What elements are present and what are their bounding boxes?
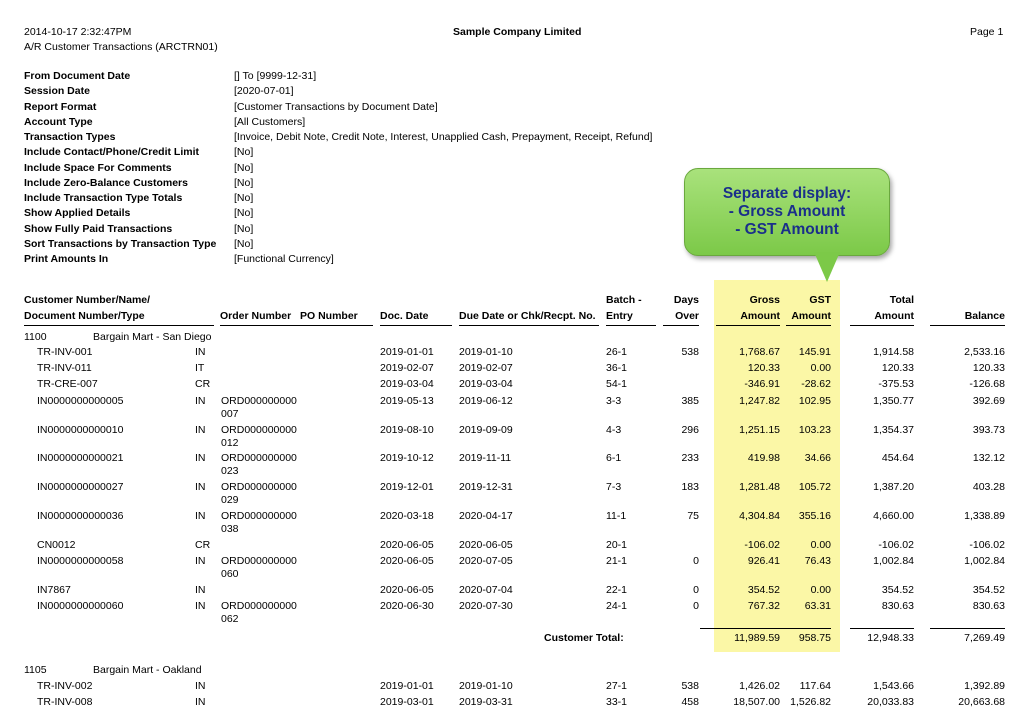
callout-bubble xyxy=(684,168,890,256)
gross-amount: 1,426.02 xyxy=(739,680,780,692)
due-date: 2019-09-09 xyxy=(459,424,513,436)
customer-total-balance: 7,269.49 xyxy=(964,632,1005,644)
col-gross-line1: Gross xyxy=(749,294,780,306)
col-customer-line1: Customer Number/Name/ xyxy=(24,294,151,306)
balance-amount: 1,338.89 xyxy=(964,510,1005,522)
document-type: IN xyxy=(195,600,206,612)
customer-number: 1105 xyxy=(24,664,47,676)
gross-amount: -346.91 xyxy=(744,378,780,390)
col-total-line1: Total xyxy=(889,294,914,306)
header-rule xyxy=(380,325,452,326)
total-amount: 1,350.77 xyxy=(873,395,914,407)
document-number: TR-CRE-007 xyxy=(37,378,98,390)
criteria-value: [No] xyxy=(234,207,254,220)
due-date: 2019-01-10 xyxy=(459,680,513,692)
batch-entry: 11-1 xyxy=(606,510,627,522)
document-number: IN0000000000036 xyxy=(37,510,124,522)
criteria-label: Include Space For Comments xyxy=(24,161,172,174)
doc-date: 2020-06-30 xyxy=(380,600,434,612)
gst-amount: 117.64 xyxy=(799,680,831,692)
balance-amount: 393.73 xyxy=(972,424,1005,436)
due-date: 2020-07-05 xyxy=(459,555,513,567)
document-type: IN xyxy=(195,696,206,708)
doc-date: 2019-03-04 xyxy=(380,378,434,390)
gross-amount: 419.98 xyxy=(747,452,780,464)
criteria-value: [2020-07-01] xyxy=(234,85,294,98)
gst-amount: 34.66 xyxy=(804,452,831,464)
total-amount: 120.33 xyxy=(881,362,914,374)
days-over: 538 xyxy=(681,680,699,692)
gst-amount: 0.00 xyxy=(810,539,831,551)
header-rule xyxy=(24,325,214,326)
total-rule xyxy=(700,628,831,629)
criteria-value: [No] xyxy=(234,237,254,250)
days-over: 0 xyxy=(693,584,699,596)
document-type: IN xyxy=(195,584,206,596)
batch-entry: 3-3 xyxy=(606,395,622,407)
criteria-value: [] To [9999-12-31] xyxy=(234,70,317,82)
days-over: 296 xyxy=(681,424,699,436)
criteria-value: [No] xyxy=(234,161,254,174)
order-number-continued: 038 xyxy=(221,523,239,535)
criteria-value: [No] xyxy=(234,222,254,235)
header-rule xyxy=(459,325,599,326)
criteria-label: Transaction Types xyxy=(24,131,116,143)
criteria-label: Show Fully Paid Transactions xyxy=(24,222,173,235)
batch-entry: 4-3 xyxy=(606,424,622,436)
col-batch-line1: Batch - xyxy=(606,294,642,306)
criteria-label: Include Transaction Type Totals xyxy=(24,192,183,204)
order-number-continued: 007 xyxy=(221,408,239,420)
customer-name: Bargain Mart - Oakland xyxy=(93,664,202,676)
criteria-label: Session Date xyxy=(24,85,90,98)
batch-entry: 33-1 xyxy=(606,696,628,708)
col-gst-line1: GST xyxy=(809,294,831,306)
total-amount: -106.02 xyxy=(878,539,914,551)
company-name: Sample Company Limited xyxy=(453,26,582,38)
days-over: 385 xyxy=(681,395,699,407)
doc-date: 2020-06-05 xyxy=(380,539,434,551)
criteria-value: [All Customers] xyxy=(234,115,306,128)
total-amount: 454.64 xyxy=(881,452,914,464)
criteria-label: Include Contact/Phone/Credit Limit xyxy=(24,146,200,159)
total-amount: -375.53 xyxy=(878,378,914,390)
callout-line-2: - Gross Amount xyxy=(728,203,846,220)
gst-amount: 63.31 xyxy=(804,600,831,612)
table-row xyxy=(0,452,1015,482)
criteria-value: [No] xyxy=(234,192,254,204)
customer-name: Bargain Mart - San Diego xyxy=(93,331,212,343)
due-date: 2019-02-07 xyxy=(459,362,513,374)
total-rule xyxy=(850,628,914,629)
order-number-continued: 029 xyxy=(221,494,239,506)
due-date: 2019-11-11 xyxy=(459,452,512,464)
document-type: IT xyxy=(195,362,205,374)
balance-amount: 120.33 xyxy=(972,362,1005,374)
doc-date: 2019-12-01 xyxy=(380,481,434,493)
order-number-continued: 062 xyxy=(221,613,239,625)
days-over: 538 xyxy=(681,346,699,358)
gst-amount: -28.62 xyxy=(801,378,831,390)
days-over: 183 xyxy=(681,481,699,493)
document-number: IN0000000000058 xyxy=(37,555,124,567)
col-gst-line2: Amount xyxy=(791,310,831,322)
balance-amount: 132.12 xyxy=(972,452,1005,464)
report-timestamp: 2014-10-17 2:32:47PM xyxy=(24,26,132,38)
order-number: ORD000000000 xyxy=(221,600,297,612)
customer-total-amount: 12,948.33 xyxy=(867,632,914,644)
table-row xyxy=(0,600,1015,630)
gross-amount: 354.52 xyxy=(747,584,780,596)
col-batch-line2: Entry xyxy=(606,310,633,322)
criteria-value: [No] xyxy=(234,176,254,189)
document-type: IN xyxy=(195,555,206,567)
batch-entry: 22-1 xyxy=(606,584,628,596)
balance-amount: 354.52 xyxy=(972,584,1005,596)
criteria-label: Sort Transactions by Transaction Type xyxy=(24,237,217,250)
document-type: IN xyxy=(195,452,206,464)
balance-amount: 1,002.84 xyxy=(964,555,1005,567)
total-amount: 1,002.84 xyxy=(873,555,914,567)
days-over: 233 xyxy=(681,452,699,464)
table-row xyxy=(0,696,1015,726)
gst-amount: 355.16 xyxy=(798,510,831,522)
document-number: IN7867 xyxy=(37,584,71,596)
callout-line-1: Separate display: xyxy=(722,185,852,202)
batch-entry: 36-1 xyxy=(606,362,628,374)
total-amount: 4,660.00 xyxy=(873,510,914,522)
balance-amount: 392.69 xyxy=(972,395,1005,407)
document-number: IN0000000000005 xyxy=(37,395,124,407)
gst-amount: 76.43 xyxy=(804,555,831,567)
table-row xyxy=(0,395,1015,425)
col-total-line2: Amount xyxy=(874,310,914,322)
header-rule xyxy=(220,325,373,326)
page-number: Page 1 xyxy=(970,26,1004,38)
document-number: IN0000000000021 xyxy=(37,452,124,464)
header-rule xyxy=(663,325,699,326)
balance-amount: 830.63 xyxy=(972,600,1005,612)
table-row xyxy=(0,510,1015,540)
due-date: 2019-01-10 xyxy=(459,346,513,358)
gross-amount: 1,281.48 xyxy=(739,481,780,493)
header-rule xyxy=(786,325,831,326)
col-days-line2: Over xyxy=(675,310,699,322)
header-rule xyxy=(850,325,914,326)
due-date: 2019-03-31 xyxy=(459,696,513,708)
days-over: 0 xyxy=(693,600,699,612)
header-rule xyxy=(606,325,656,326)
gross-amount: 1,768.67 xyxy=(739,346,780,358)
gst-amount: 103.23 xyxy=(798,424,831,436)
criteria-label: Include Zero-Balance Customers xyxy=(24,176,188,189)
document-type: CR xyxy=(195,539,211,551)
col-due-date: Due Date or Chk/Recpt. No. xyxy=(459,310,596,322)
doc-date: 2019-08-10 xyxy=(380,424,434,436)
criteria-label: Account Type xyxy=(24,115,93,128)
gst-amount: 145.91 xyxy=(798,346,831,358)
balance-amount: 1,392.89 xyxy=(964,680,1005,692)
col-gross-line2: Amount xyxy=(740,310,780,322)
criteria-value: [Invoice, Debit Note, Credit Note, Interest, Unapplied Cash, Prepayment, Receipt, Refund] xyxy=(234,131,653,143)
gst-amount: 0.00 xyxy=(810,362,831,374)
doc-date: 2019-10-12 xyxy=(380,452,434,464)
doc-date: 2020-06-05 xyxy=(380,584,434,596)
document-type: IN xyxy=(195,481,206,493)
col-balance: Balance xyxy=(964,310,1005,322)
balance-amount: 20,663.68 xyxy=(958,696,1005,708)
order-number: ORD000000000 xyxy=(221,481,297,493)
gst-amount: 105.72 xyxy=(798,481,831,493)
doc-date: 2020-03-18 xyxy=(380,510,434,522)
total-amount: 830.63 xyxy=(881,600,914,612)
order-number: ORD000000000 xyxy=(221,452,297,464)
gross-amount: 767.32 xyxy=(747,600,780,612)
total-amount: 1,354.37 xyxy=(873,424,914,436)
total-amount: 1,914.58 xyxy=(873,346,914,358)
document-type: IN xyxy=(195,395,206,407)
due-date: 2019-06-12 xyxy=(459,395,513,407)
document-number: IN0000000000010 xyxy=(37,424,124,436)
customer-number: 1100 xyxy=(24,331,47,343)
callout-tail xyxy=(814,252,840,282)
balance-amount: -106.02 xyxy=(969,539,1005,551)
gross-amount: 120.33 xyxy=(747,362,780,374)
batch-entry: 27-1 xyxy=(606,680,628,692)
document-number: TR-INV-002 xyxy=(37,680,93,692)
order-number: ORD000000000 xyxy=(221,424,297,436)
days-over: 75 xyxy=(687,510,699,522)
gross-amount: 1,251.15 xyxy=(739,424,780,436)
due-date: 2019-03-04 xyxy=(459,378,513,390)
doc-date: 2019-03-01 xyxy=(380,696,434,708)
due-date: 2019-12-31 xyxy=(459,481,513,493)
criteria-value: [No] xyxy=(234,146,254,159)
batch-entry: 21-1 xyxy=(606,555,628,567)
due-date: 2020-07-04 xyxy=(459,584,513,596)
criteria-label: Print Amounts In xyxy=(24,253,109,265)
doc-date: 2020-06-05 xyxy=(380,555,434,567)
balance-amount: 403.28 xyxy=(972,481,1005,493)
order-number-continued: 012 xyxy=(221,437,239,449)
criteria-label: Report Format xyxy=(24,100,97,113)
customer-total-label: Customer Total: xyxy=(544,632,624,644)
due-date: 2020-06-05 xyxy=(459,539,513,551)
document-type: IN xyxy=(195,424,206,436)
col-order-number: Order Number xyxy=(220,310,292,322)
document-type: CR xyxy=(195,378,211,390)
order-number: ORD000000000 xyxy=(221,510,297,522)
document-number: IN0000000000027 xyxy=(37,481,124,493)
criteria-value: [Functional Currency] xyxy=(234,253,334,265)
col-customer-line2: Document Number/Type xyxy=(24,310,145,322)
document-number: IN0000000000060 xyxy=(37,600,124,612)
col-doc-date: Doc. Date xyxy=(380,310,429,322)
document-type: IN xyxy=(195,680,206,692)
table-row xyxy=(0,555,1015,585)
gross-amount: 926.41 xyxy=(747,555,780,567)
total-amount: 354.52 xyxy=(881,584,914,596)
criteria-label: From Document Date xyxy=(24,70,131,82)
doc-date: 2019-05-13 xyxy=(380,395,434,407)
report-title: A/R Customer Transactions (ARCTRN01) xyxy=(24,41,218,53)
header-rule xyxy=(716,325,780,326)
table-row xyxy=(0,481,1015,511)
total-rule xyxy=(930,628,1005,629)
batch-entry: 6-1 xyxy=(606,452,622,464)
gross-amount: 4,304.84 xyxy=(739,510,780,522)
total-amount: 1,387.20 xyxy=(873,481,914,493)
days-over: 458 xyxy=(681,696,699,708)
col-days-line1: Days xyxy=(673,294,699,306)
document-number: CN0012 xyxy=(37,539,76,551)
table-row xyxy=(0,424,1015,454)
document-type: IN xyxy=(195,510,206,522)
order-number-continued: 060 xyxy=(221,568,239,580)
criteria-value: [Customer Transactions by Document Date] xyxy=(234,100,438,113)
doc-date: 2019-02-07 xyxy=(380,362,434,374)
order-number-continued: 023 xyxy=(221,465,239,477)
col-po-number: PO Number xyxy=(300,310,358,322)
criteria-label: Show Applied Details xyxy=(24,207,131,220)
customer-total-gst: 958.75 xyxy=(798,632,831,644)
total-amount: 20,033.83 xyxy=(867,696,914,708)
customer-total-gross: 11,989.59 xyxy=(734,632,780,644)
days-over: 0 xyxy=(693,555,699,567)
order-number: ORD000000000 xyxy=(221,555,297,567)
document-number: TR-INV-011 xyxy=(37,362,92,374)
gst-amount: 1,526.82 xyxy=(790,696,831,708)
header-rule xyxy=(930,325,1005,326)
batch-entry: 54-1 xyxy=(606,378,628,390)
gross-amount: 18,507.00 xyxy=(733,696,780,708)
batch-entry: 7-3 xyxy=(606,481,622,493)
doc-date: 2019-01-01 xyxy=(380,680,434,692)
document-number: TR-INV-001 xyxy=(37,346,93,358)
batch-entry: 26-1 xyxy=(606,346,628,358)
due-date: 2020-04-17 xyxy=(459,510,513,522)
order-number: ORD000000000 xyxy=(221,395,297,407)
batch-entry: 20-1 xyxy=(606,539,628,551)
gst-amount: 102.95 xyxy=(798,395,831,407)
gst-amount: 0.00 xyxy=(810,584,831,596)
document-number: TR-INV-008 xyxy=(37,696,93,708)
total-amount: 1,543.66 xyxy=(873,680,914,692)
gross-amount: 1,247.82 xyxy=(739,395,780,407)
batch-entry: 24-1 xyxy=(606,600,628,612)
balance-amount: 2,533.16 xyxy=(964,346,1005,358)
document-type: IN xyxy=(195,346,206,358)
doc-date: 2019-01-01 xyxy=(380,346,434,358)
due-date: 2020-07-30 xyxy=(459,600,513,612)
gross-amount: -106.02 xyxy=(744,539,780,551)
callout-line-3: - GST Amount xyxy=(735,221,839,238)
balance-amount: -126.68 xyxy=(969,378,1005,390)
